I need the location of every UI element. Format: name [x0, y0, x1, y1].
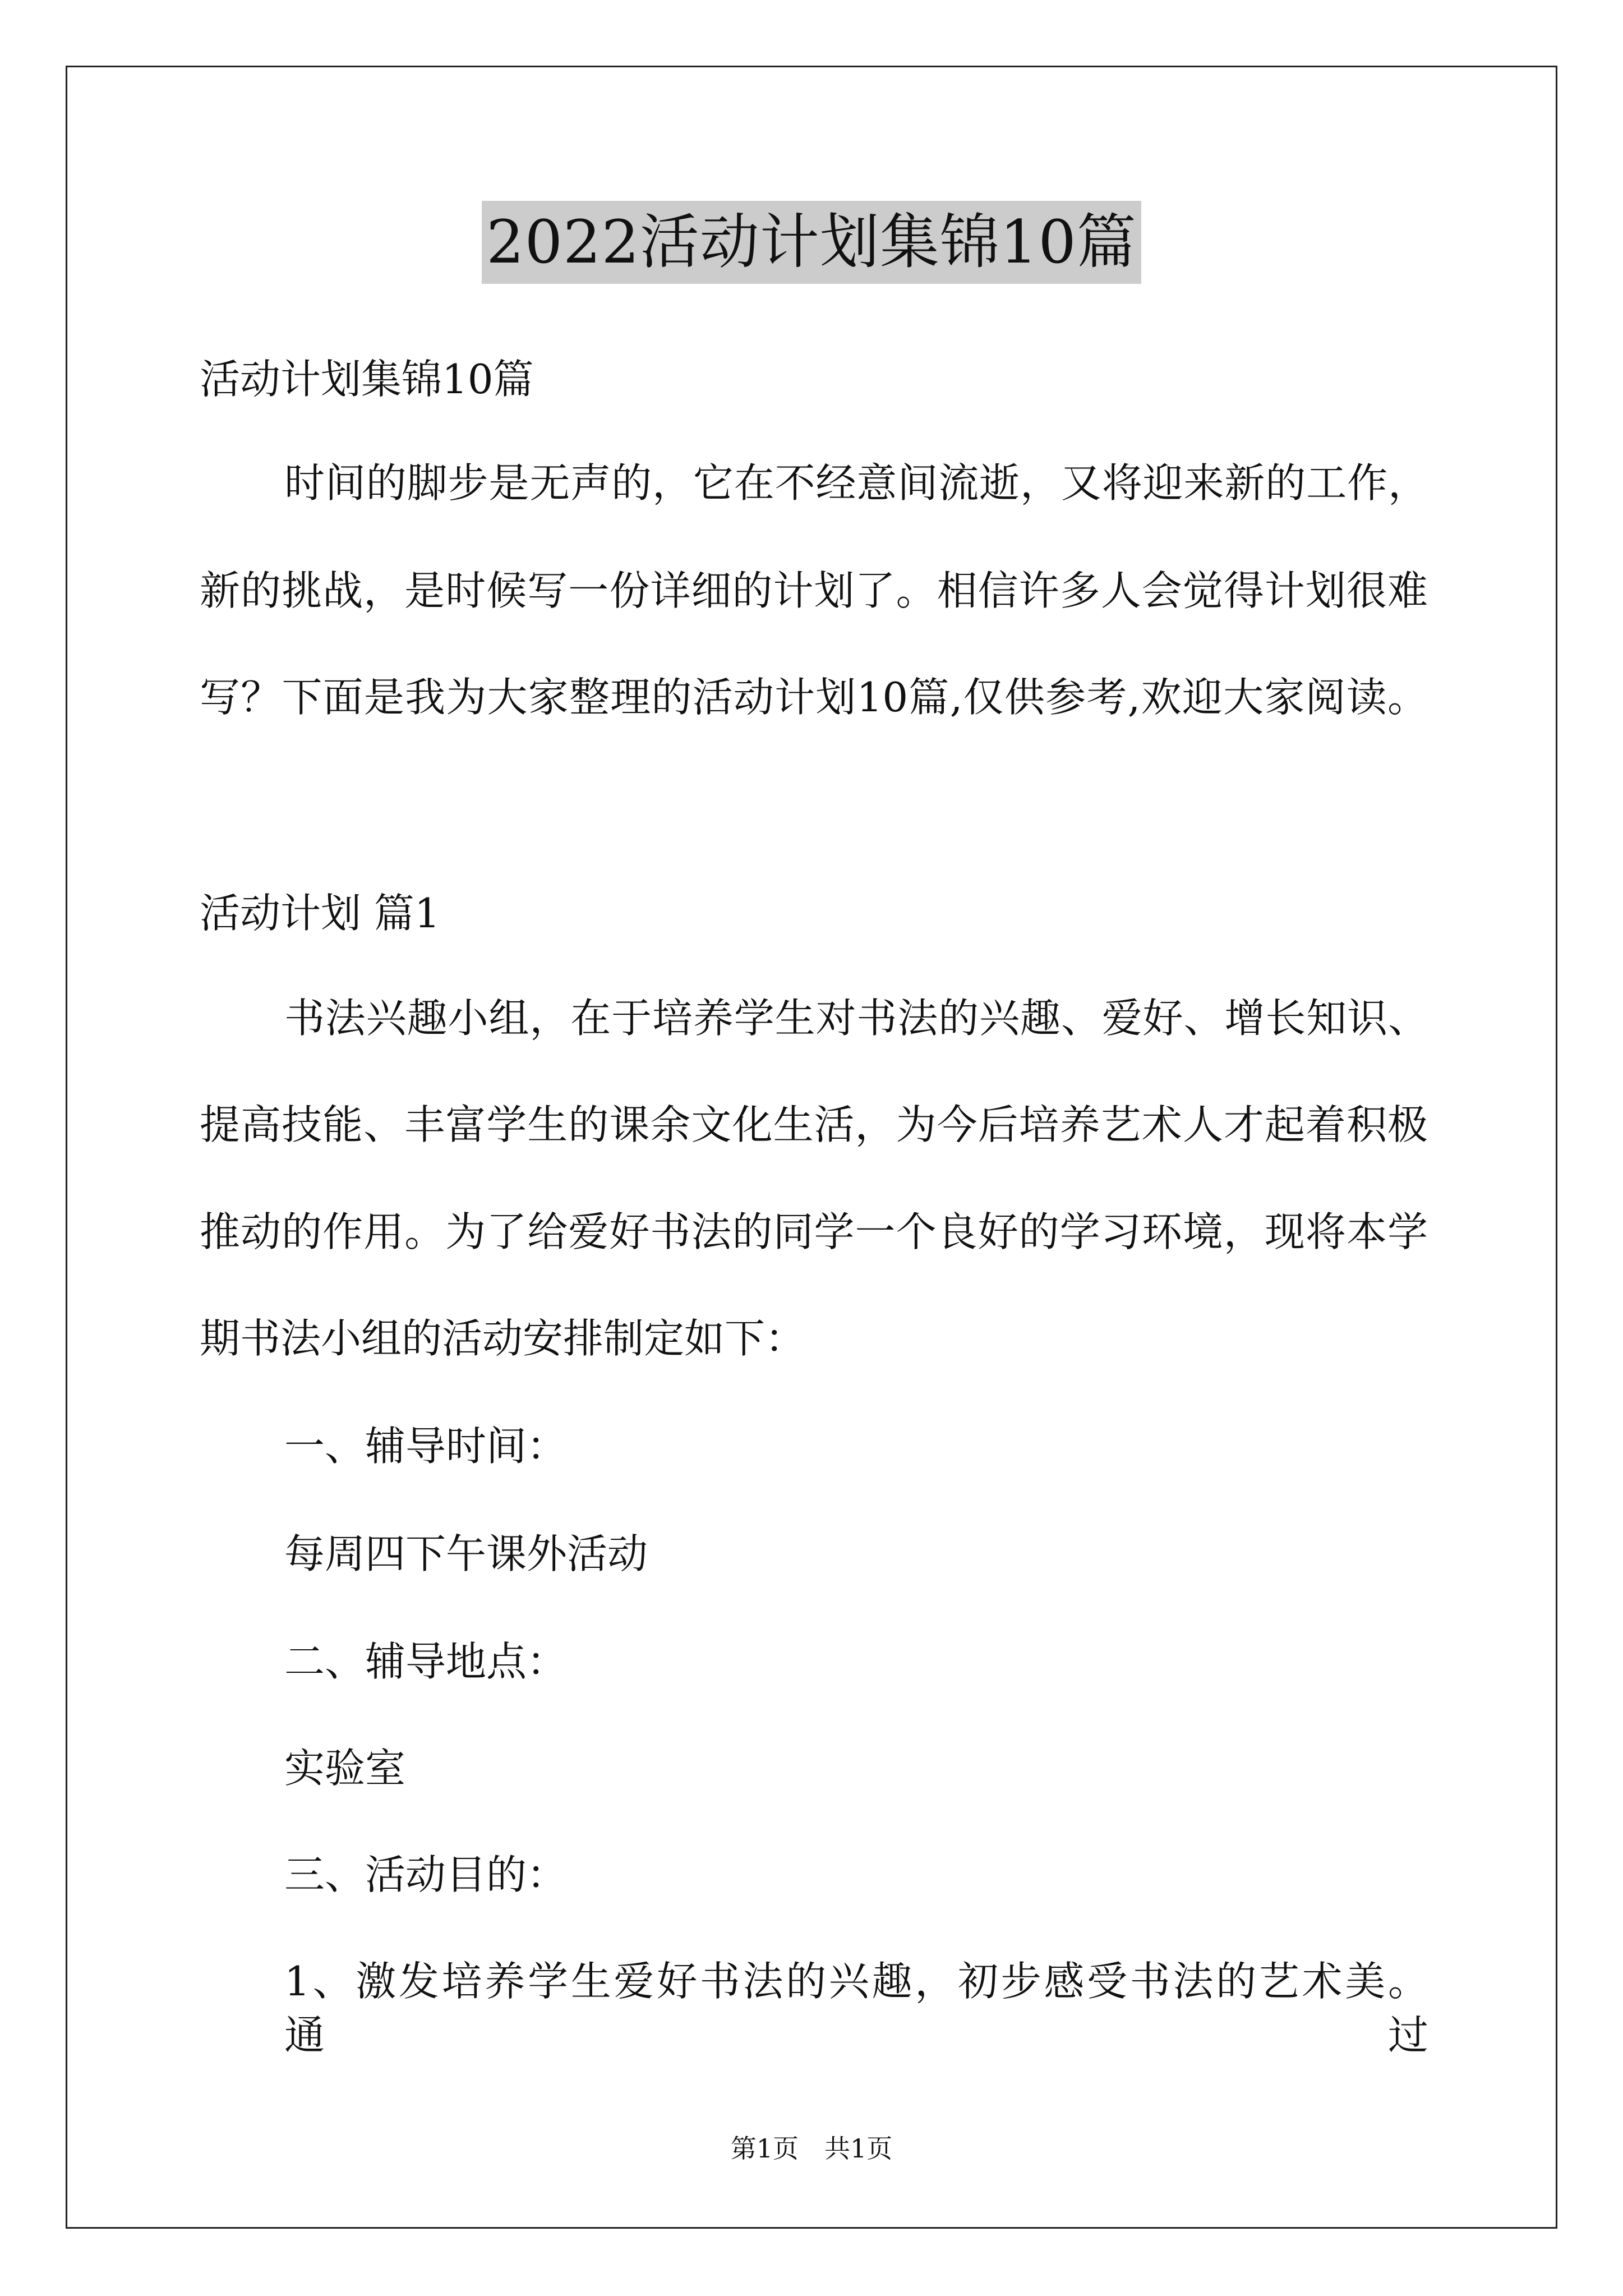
title-container	[0, 201, 1623, 284]
item1-label: 一、辅导时间：	[284, 1423, 568, 1470]
item3-line-1: 1、激发培养学生爱好书法的兴趣，初步感受书法的艺术美。通过	[284, 1958, 1428, 2059]
intro-line-3: 写？下面是我为大家整理的活动计划10篇,仅供参考,欢迎大家阅读。	[200, 674, 1428, 721]
item2-label: 二、辅导地点：	[284, 1638, 568, 1685]
intro-line-1: 时间的脚步是无声的，它在不经意间流逝，又将迎来新的工作，	[284, 459, 1428, 507]
document-title: 2022活动计划集锦10篇	[482, 201, 1141, 284]
section1-line-3: 推动的作用。为了给爱好书法的同学一个良好的学习环境，现将本学	[200, 1208, 1428, 1255]
intro-line-2: 新的挑战，是时候写一份详细的计划了。相信许多人会觉得计划很难	[200, 567, 1428, 614]
item1-value: 每周四下午课外活动	[284, 1530, 648, 1577]
section1-line-2: 提高技能、丰富学生的课余文化生活，为今后培养艺术人才起着积极	[200, 1101, 1428, 1148]
document-subtitle: 活动计划集锦10篇	[200, 356, 534, 403]
section-heading: 活动计划 篇1	[200, 890, 440, 937]
section1-line-4: 期书法小组的活动安排制定如下：	[200, 1315, 806, 1362]
item3-label: 三、活动目的：	[284, 1851, 568, 1898]
section1-line-1: 书法兴趣小组，在于培养学生对书法的兴趣、爱好、增长知识、	[284, 995, 1428, 1042]
item2-value: 实验室	[284, 1745, 406, 1792]
page-footer: 第1页 共1页	[730, 2133, 893, 2164]
